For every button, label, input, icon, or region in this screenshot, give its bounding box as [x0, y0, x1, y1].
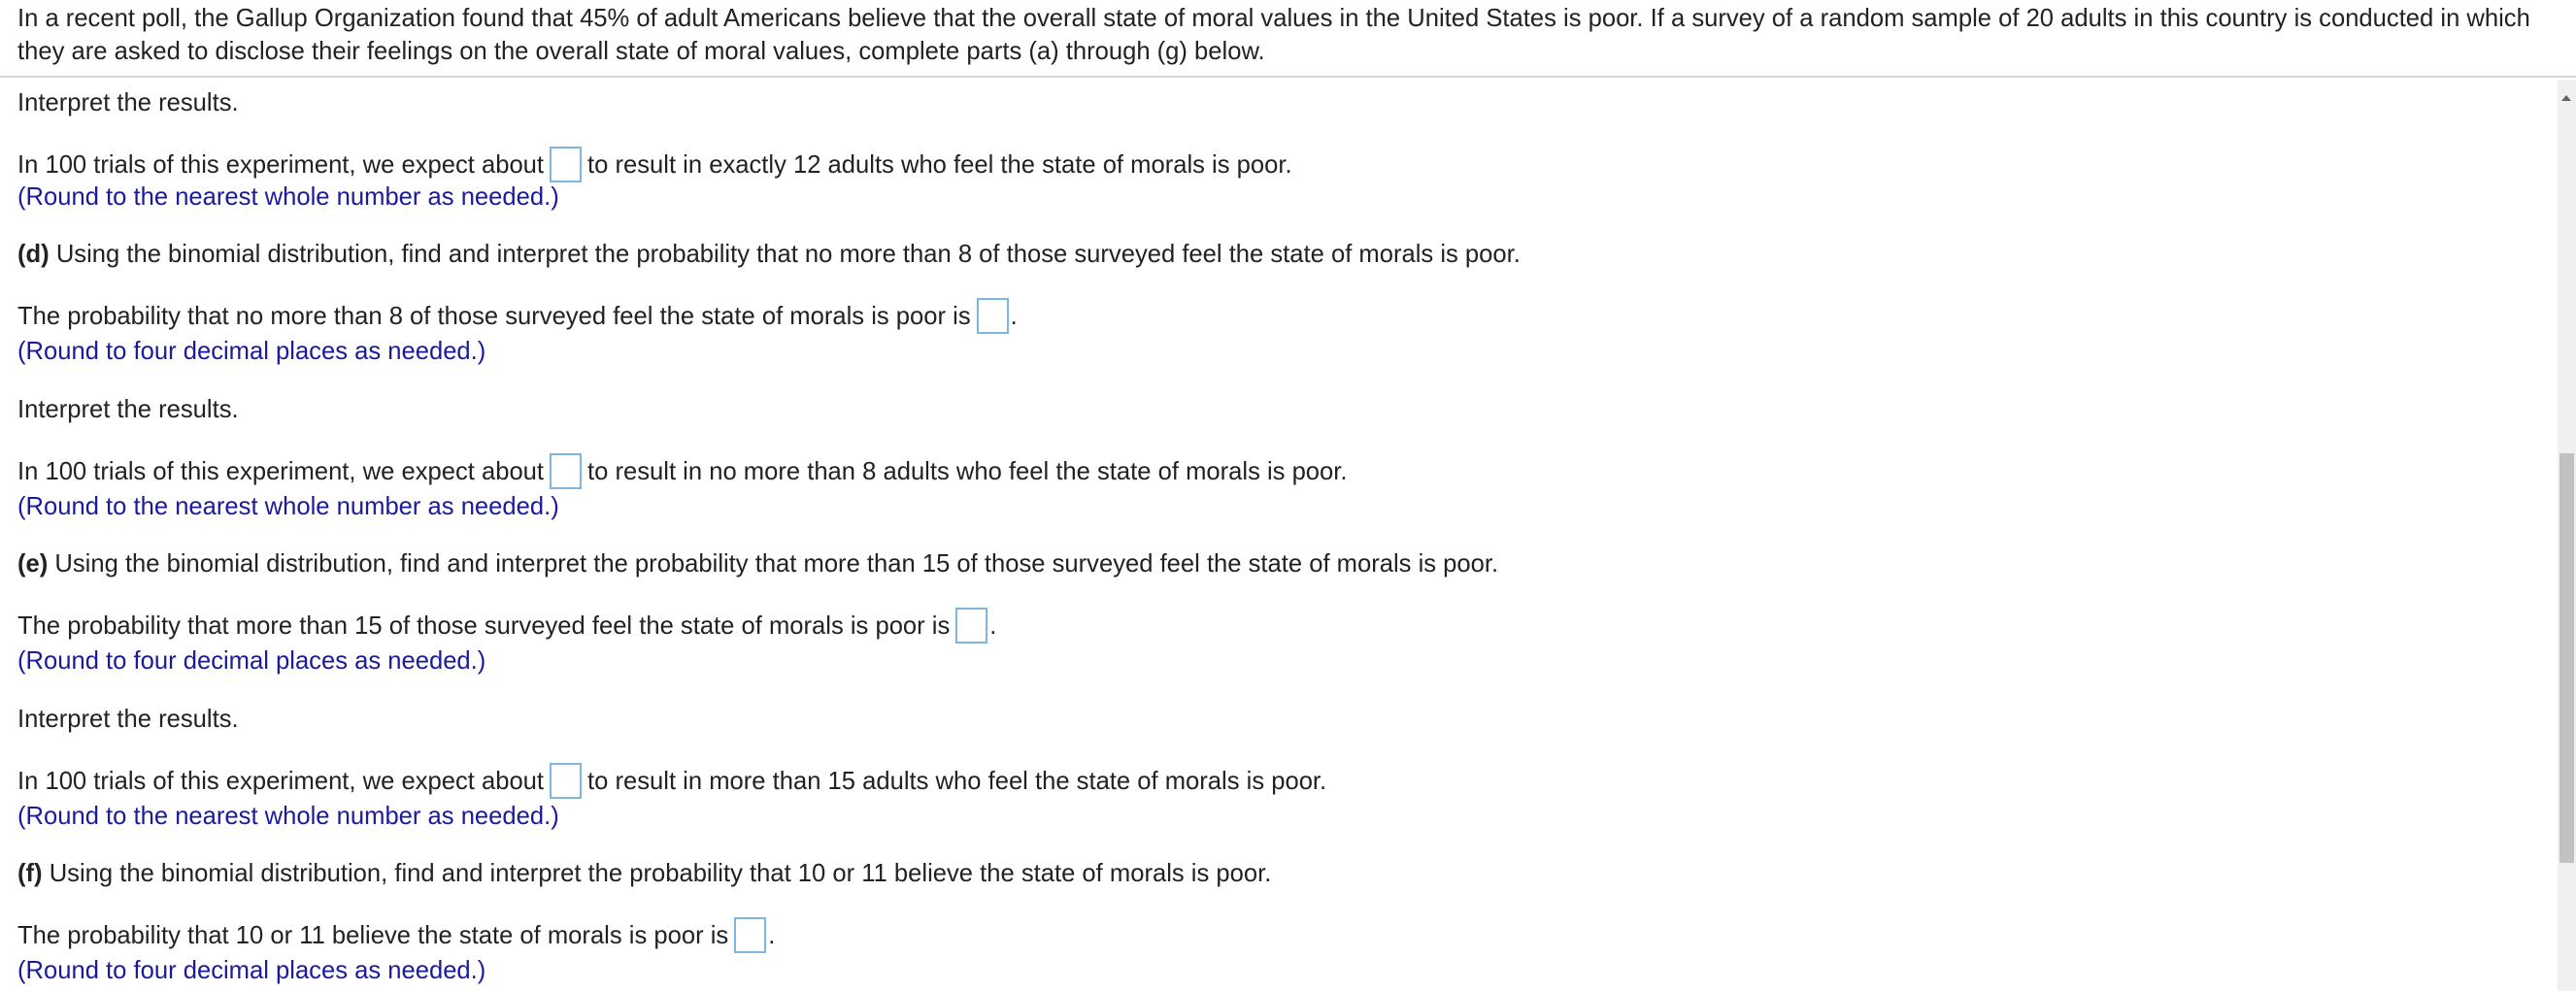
trial-suffix: to result in more than 15 adults who feel the state of morals is poor. [587, 768, 1327, 795]
round-hint-e-prob: (Round to four decimal places as needed.) [17, 647, 486, 675]
question-e [17, 546, 1498, 581]
question-text-d: Using the binomial distribution, find and interpret the probability that no more than 8 of those surveyed feel the state of morals is poor. [55, 241, 1521, 268]
trial-prefix: In 100 trials of this experiment, we expect about [17, 151, 545, 179]
round-hint-d-trials: (Round to the nearest whole number as needed.) [17, 493, 559, 520]
scrollbar-thumb[interactable] [2559, 453, 2574, 863]
interpret-label-e: Interpret the results. [17, 706, 239, 733]
part-label-e: (e) [17, 550, 49, 578]
vertical-scrollbar[interactable] [2558, 80, 2576, 991]
round-hint-d-prob: (Round to four decimal places as needed.) [17, 338, 486, 365]
arrow-up-icon [2561, 95, 2571, 101]
question-content [0, 80, 2554, 991]
period: . [989, 612, 997, 640]
trial-sentence-d [17, 454, 1348, 489]
trial-prefix: In 100 trials of this experiment, we expect about [17, 768, 545, 795]
part-label-d: (d) [17, 241, 50, 268]
period: . [1010, 303, 1018, 330]
answer-input-e-probability[interactable] [955, 608, 987, 644]
round-hint-c: (Round to the nearest whole number as needed.) [17, 183, 559, 211]
round-hint-e-trials: (Round to the nearest whole number as needed.) [17, 803, 559, 830]
answer-input-f-probability[interactable] [734, 917, 766, 953]
trial-suffix: to result in no more than 8 adults who feel the state of morals is poor. [587, 458, 1348, 485]
round-hint-f-prob: (Round to four decimal places as needed.) [17, 957, 486, 984]
trial-sentence-e [17, 764, 1326, 799]
part-label-f: (f) [17, 860, 43, 887]
problem-statement [0, 0, 2576, 78]
probability-sentence-d [17, 299, 1018, 334]
question-d [17, 237, 1521, 272]
trial-suffix: to result in exactly 12 adults who feel the state of morals is poor. [587, 151, 1292, 179]
trial-sentence-c [17, 148, 1292, 182]
question-text-e: Using the binomial distribution, find and interpret the probability that more than 15 of those surveyed feel the state of morals is poor. [54, 550, 1499, 578]
period: . [768, 922, 776, 949]
scroll-up-button[interactable] [2558, 80, 2576, 113]
prob-prefix-f: The probability that 10 or 11 believe the state of morals is poor is [17, 922, 729, 949]
question-f [17, 856, 1271, 891]
interpret-label-c: Interpret the results. [17, 89, 239, 116]
answer-input-c-trials[interactable] [550, 147, 582, 182]
prob-prefix-e: The probability that more than 15 of those surveyed feel the state of morals is poor is [17, 612, 951, 640]
question-text-f: Using the binomial distribution, find and interpret the probability that 10 or 11 believe the state of morals is poor. [49, 860, 1272, 887]
problem-text: In a recent poll, the Gallup Organization found that 45% of adult Americans believe that the overall state of moral values in the United States is poor. If a survey of a random sample of 20 adults in this country is conducted in which they are asked to disclose their feelings on the overall state of moral values, complete parts (a) through (g) below. [17, 5, 2530, 65]
interpret-label-d: Interpret the results. [17, 396, 239, 423]
answer-input-d-probability[interactable] [977, 298, 1009, 334]
probability-sentence-e [17, 609, 996, 644]
trial-prefix: In 100 trials of this experiment, we expect about [17, 458, 545, 485]
answer-input-e-trials[interactable] [550, 763, 582, 799]
answer-input-d-trials[interactable] [550, 453, 582, 489]
prob-prefix-d: The probability that no more than 8 of those surveyed feel the state of morals is poor is [17, 303, 971, 330]
probability-sentence-f [17, 918, 775, 953]
